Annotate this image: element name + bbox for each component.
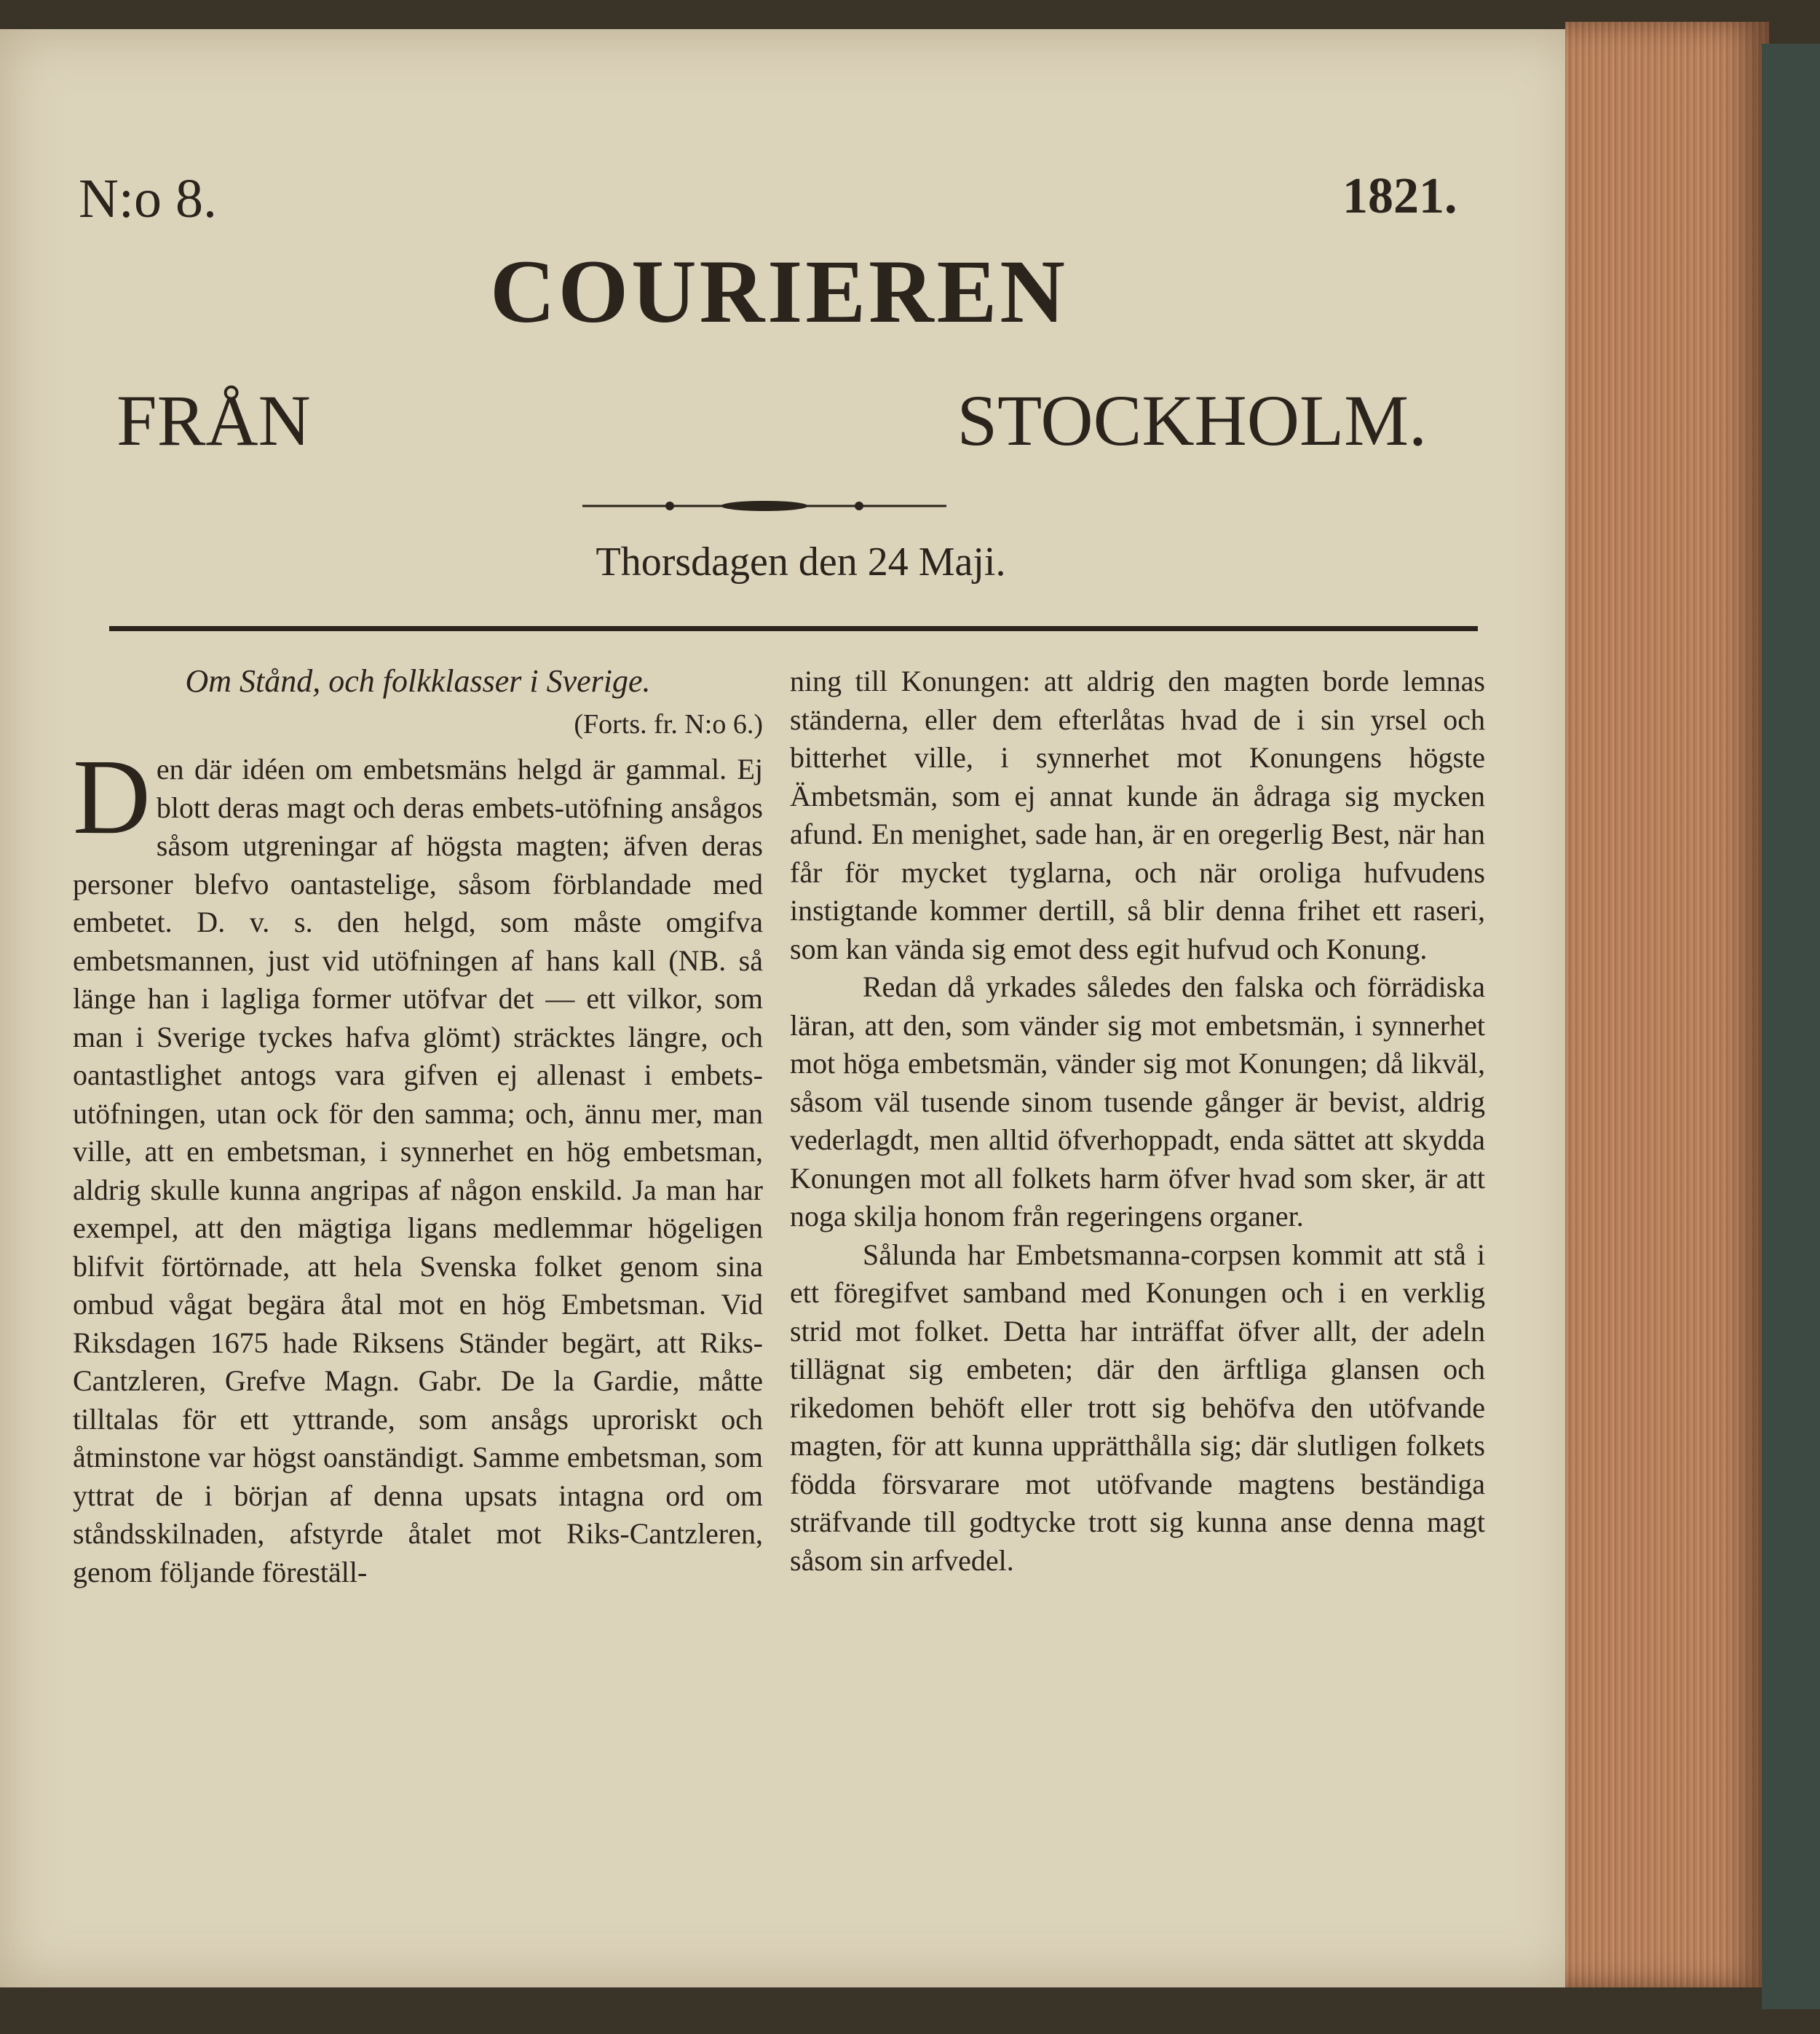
masthead-subtitle: FRÅN STOCKHOLM. — [116, 380, 1427, 461]
article-heading: Om Stånd, och folkklasser i Sverige. — [185, 663, 651, 699]
header-rule — [109, 626, 1478, 631]
article-paragraph-3: Sålunda har Embetsmanna-corpsen kommit att stå i ett föregifvet samband med Konungen och i en verklig strid mot folket. Detta har inträffat öfver allt, der adeln tillägnat sig embeten; där den ärftliga glansen och rikedomen behöft eller trott sig behöfva den utöfvande magten, för att kunna upprätthålla sig; där slutligen folkets födda försvarare mot utöfvande magtens beständiga sträfvande till godtycke trott sig kunna anse denna magt såsom sin arfvedel. — [790, 1238, 1485, 1577]
book-page-edges — [1565, 22, 1769, 1987]
issue-number: N:o 8. — [79, 168, 217, 229]
left-text: en där idéen om embetsmäns helgd är gammal. Ej blott deras magt och deras embets-utöfning ansågos såsom utgreningar af högsta magten; äfven deras personer blefvo oantastelige, såsom förblandade med embetet. D. v. s. den helgd, som måste omgifva embetsmannen, just vid utöfningen af hans kall (NB. så länge han i lagliga former utöfvar det — ett vilkor, som man i Sverige tyckes hafva glömt) sträcktes längre, och oantastlighet antogs vara gifven ej allenast i embets-utöfningen, utan ock för den samma; och, ännu mer, man ville, att en embetsman, i synnerhet en hög embetsman, aldrig skulle kunna angripas af någon enskild. Ja man har exempel, att den mägtiga ligans medlemmar högeligen blifvit förtörnade, att hela Svenska folket genom sina ombud vågat begära åtal mot en hög Embetsman. Vid Riksdagen 1675 hade Riksens Ständer begärt, att Riks-Cantzleren, Grefve Magn. Gabr. De la Gardie, måtte tilltalas för ett yttrande, som ansågs uproriskt och åtminstone var högst oanständigt. Samme embetsman, som yttrat de i början af denna upsats intagna ord om ståndsskilnaden, afstyrde åtalet mot Riks-Cantzleren, genom följande föreställ- — [73, 753, 763, 1588]
drop-cap: D — [73, 737, 151, 857]
issue-year: 1821. — [1342, 168, 1457, 224]
masthead-title: COURIEREN — [490, 242, 1068, 341]
left-column — [73, 662, 763, 1591]
right-column — [790, 662, 1485, 1580]
dateline: Thorsdagen den 24 Maji. — [596, 539, 1006, 585]
article-paragraph-1: ning till Konungen: att aldrig den magten borde lemnas ständerna, eller dem efterlåtas hvad de i sin yrsel och bitterhet ville, i synnerhet mot Konungens högste Ämbetsmän, som ej annat kunde än ådraga sig mycken afund. En menighet, sade han, är en oregerlig Best, när han får för mycket tyglarna, och när oroliga hufvudens instigtande kommer dertill, så blir denna frihet ett raseri, som kan vända sig emot dess egit hufvud och Konung. — [790, 665, 1485, 965]
newspaper-page — [0, 29, 1580, 1987]
article-paragraph-2: Redan då yrkades således den falska och förrädiska läran, att den, som vänder sig mot embetsmän, i synnerhet mot höga embetsmän, vänder sig mot Konungen; då likväl, såsom väl tusende sinom tusende gånger är bevist, aldrig vederlagdt, men alltid öfverhoppadt, enda sättet att skydda Konungen mot all folkets harm öfver hvad som sker, är att noga skilja honom från regeringens organer. — [790, 970, 1485, 1232]
continuation-note: (Forts. fr. N:o 6.) — [574, 708, 763, 740]
ornament-rule — [582, 495, 946, 517]
book-cover — [1762, 44, 1820, 2009]
article-paragraph — [73, 737, 763, 1591]
